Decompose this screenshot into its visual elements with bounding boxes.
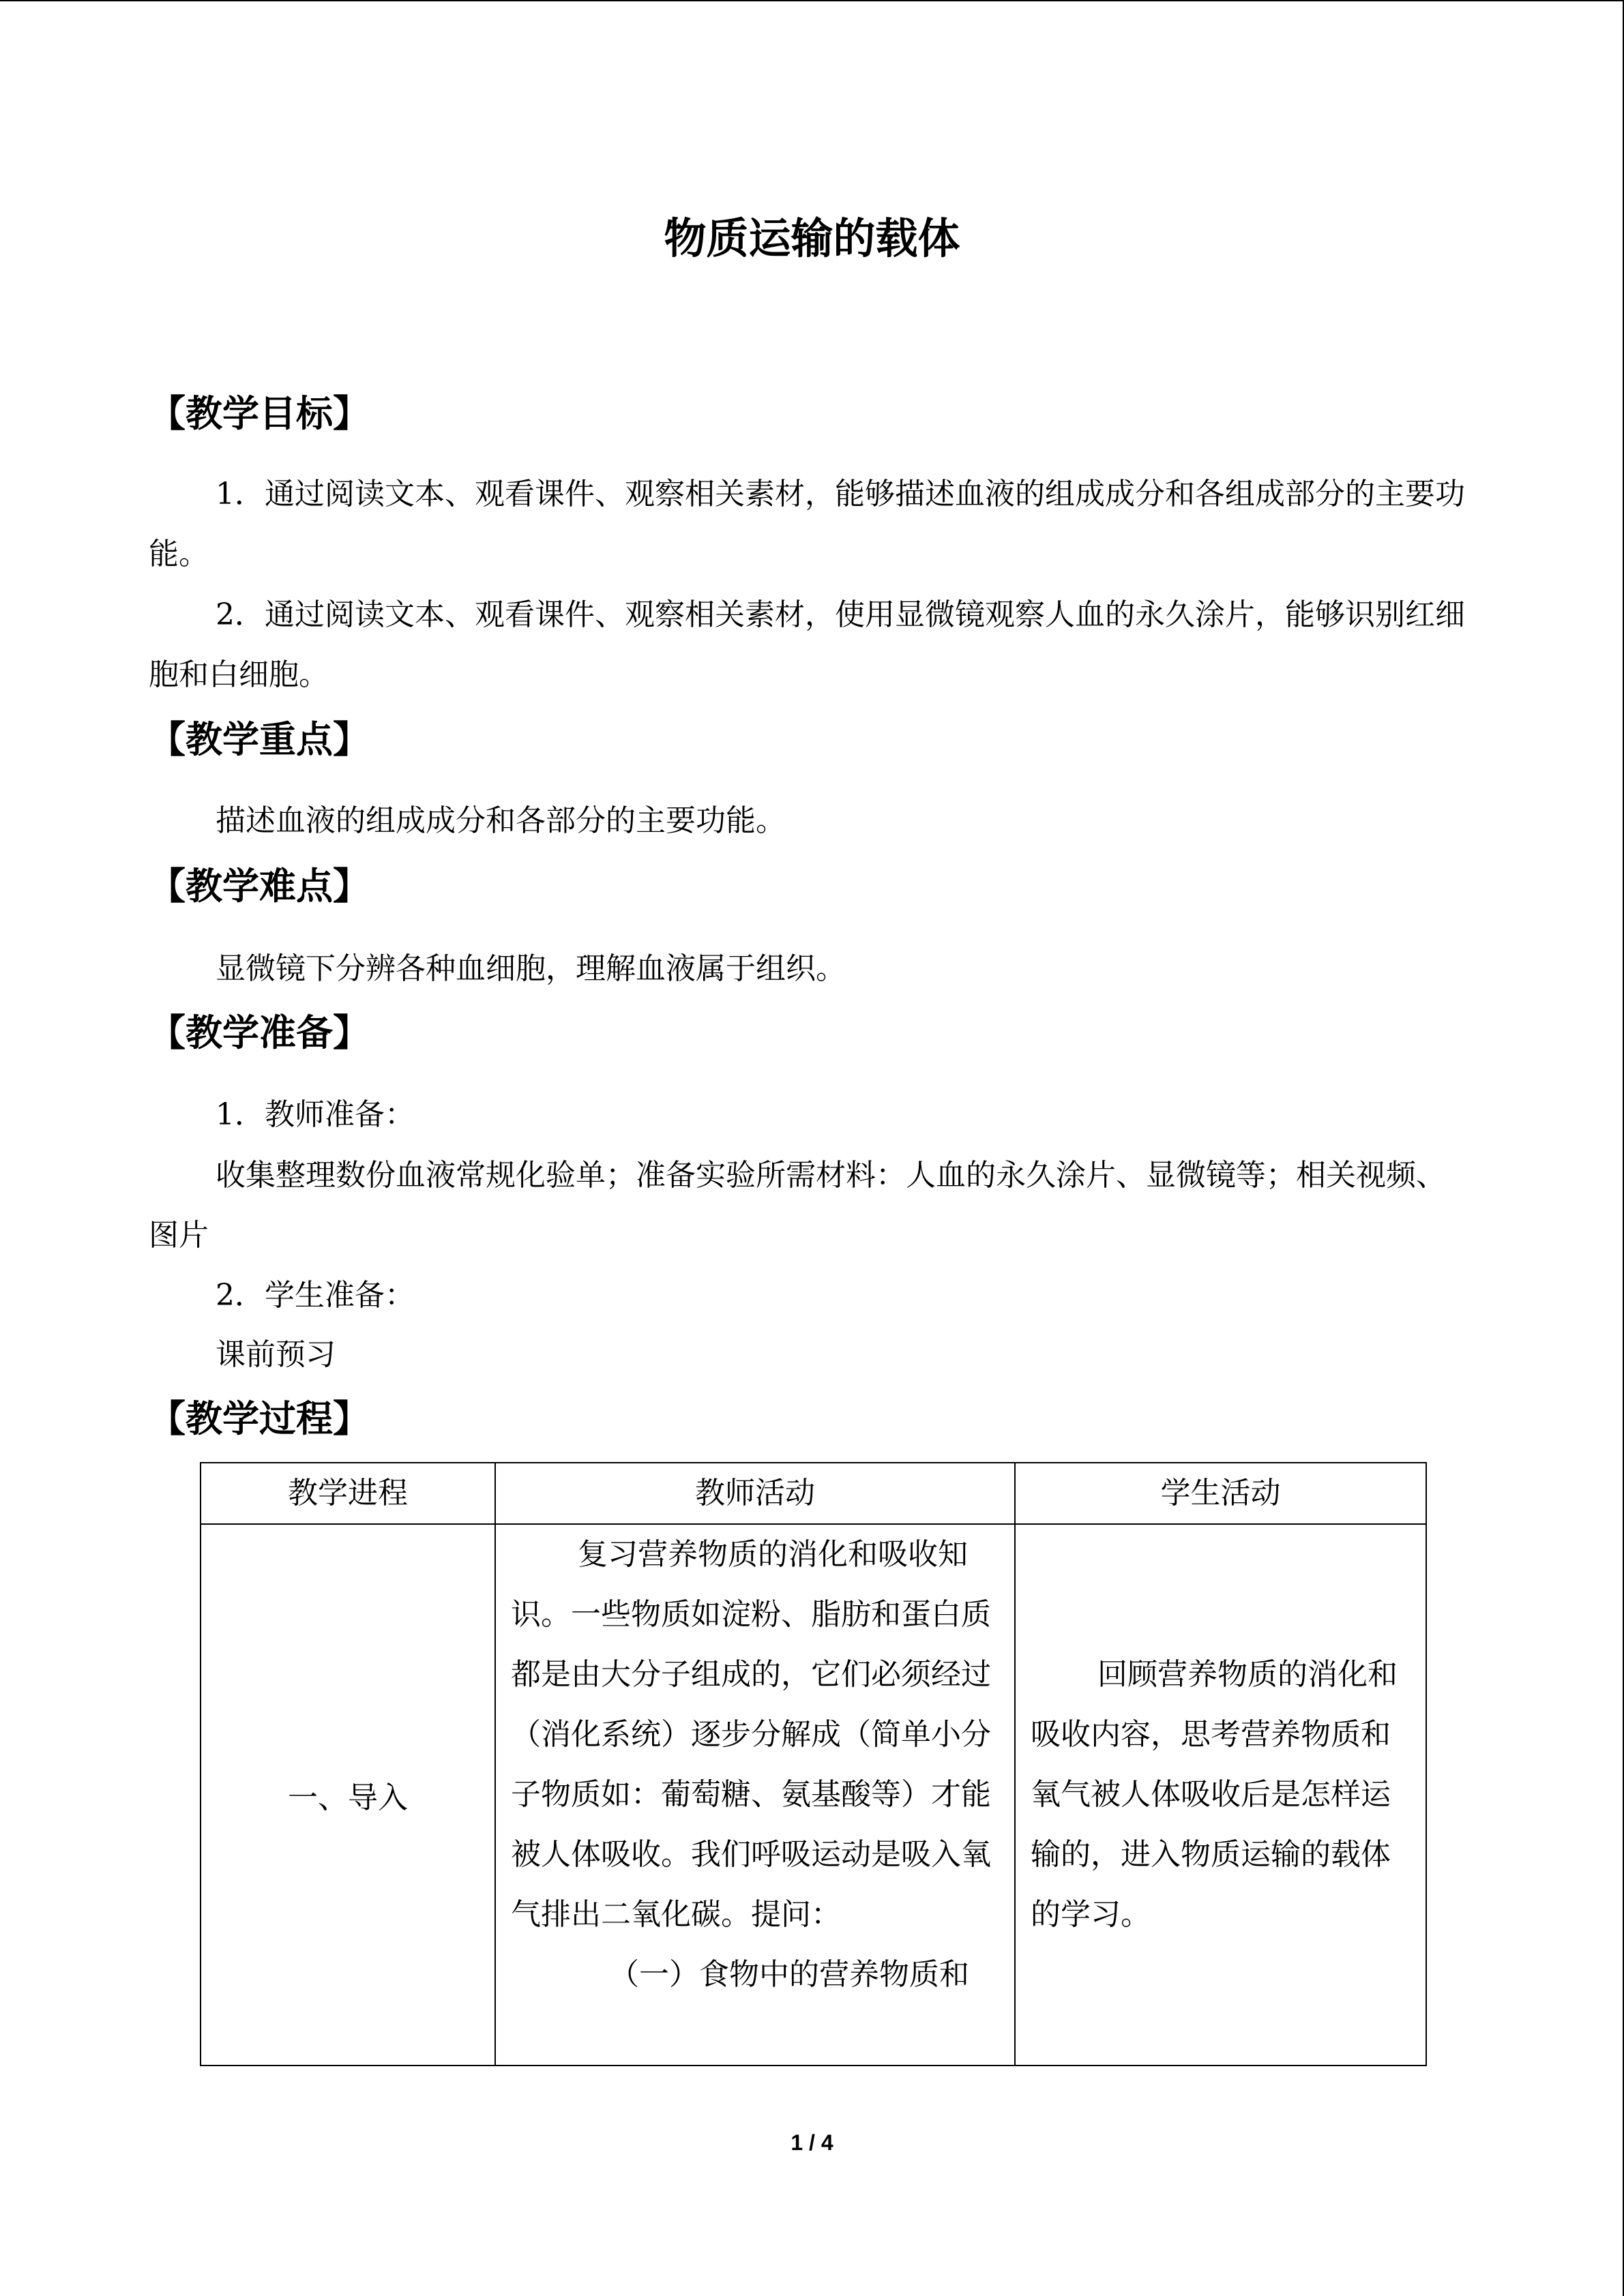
key-points-text: 描述血液的组成成分和各部分的主要功能。 [216,803,786,838]
table-header-row [201,1463,1426,1524]
objectives-heading: 【教学目标】 [149,391,370,435]
table-row [201,1524,1426,2066]
teacher-prep-text: 收集整理数份血液常规化验单；准备实验所需材料：人血的永久涂片、显微镜等；相关视频、图片 [149,1158,1446,1253]
col-header-student: 学生活动 [1015,1463,1426,1524]
teacher-activity-text: 复习营养物质的消化和吸收知识。一些物质如淀粉、脂肪和蛋白质都是由大分子组成的，它们必须经过（消化系统）逐步分解成（简单小分子物质如：葡萄糖、氨基酸等）才能被人体吸收。我们呼吸运动是吸入氧气排出二氧化碳。提问： [511,1537,991,1932]
stage-cell [201,1524,495,2066]
process-table [200,1462,1427,2066]
page-number: 1 / 4 [791,2130,833,2155]
student-activity-cell [1015,1524,1426,2066]
preparation-heading: 【教学准备】 [149,1011,370,1054]
difficulties-heading: 【教学难点】 [149,864,370,908]
student-activity-text: 回顾营养物质的消化和吸收内容，思考营养物质和氧气被人体吸收后是怎样运输的，进入物质运输的载体的学习。 [1031,1657,1398,1932]
objective-item-1: 1．通过阅读文本、观看课件、观察相关素材，能够描述血液的组成成分和各组成部分的主要功能。 [149,477,1465,571]
difficulties-text: 显微镜下分辨各种血细胞，理解血液属于组织。 [216,951,846,986]
page-title: 物质运输的载体 [664,213,960,263]
student-prep-label: 2．学生准备： [216,1278,415,1313]
col-header-stage: 教学进程 [201,1463,495,1524]
objective-item-2: 2．通过阅读文本、观看课件、观察相关素材，使用显微镜观察人血的永久涂片，能够识别红细胞和白细胞。 [149,597,1465,692]
key-points-heading: 【教学重点】 [149,717,370,761]
teacher-activity-cell [495,1524,1015,2066]
stage-text: 一、导入 [288,1780,408,1815]
teacher-prep-label: 1．教师准备： [216,1097,415,1132]
student-prep-text: 课前预习 [216,1337,336,1372]
teacher-activity-last-line: （一）食物中的营养物质和 [609,1957,969,1992]
process-heading: 【教学过程】 [149,1397,370,1440]
col-header-teacher: 教师活动 [495,1463,1015,1524]
